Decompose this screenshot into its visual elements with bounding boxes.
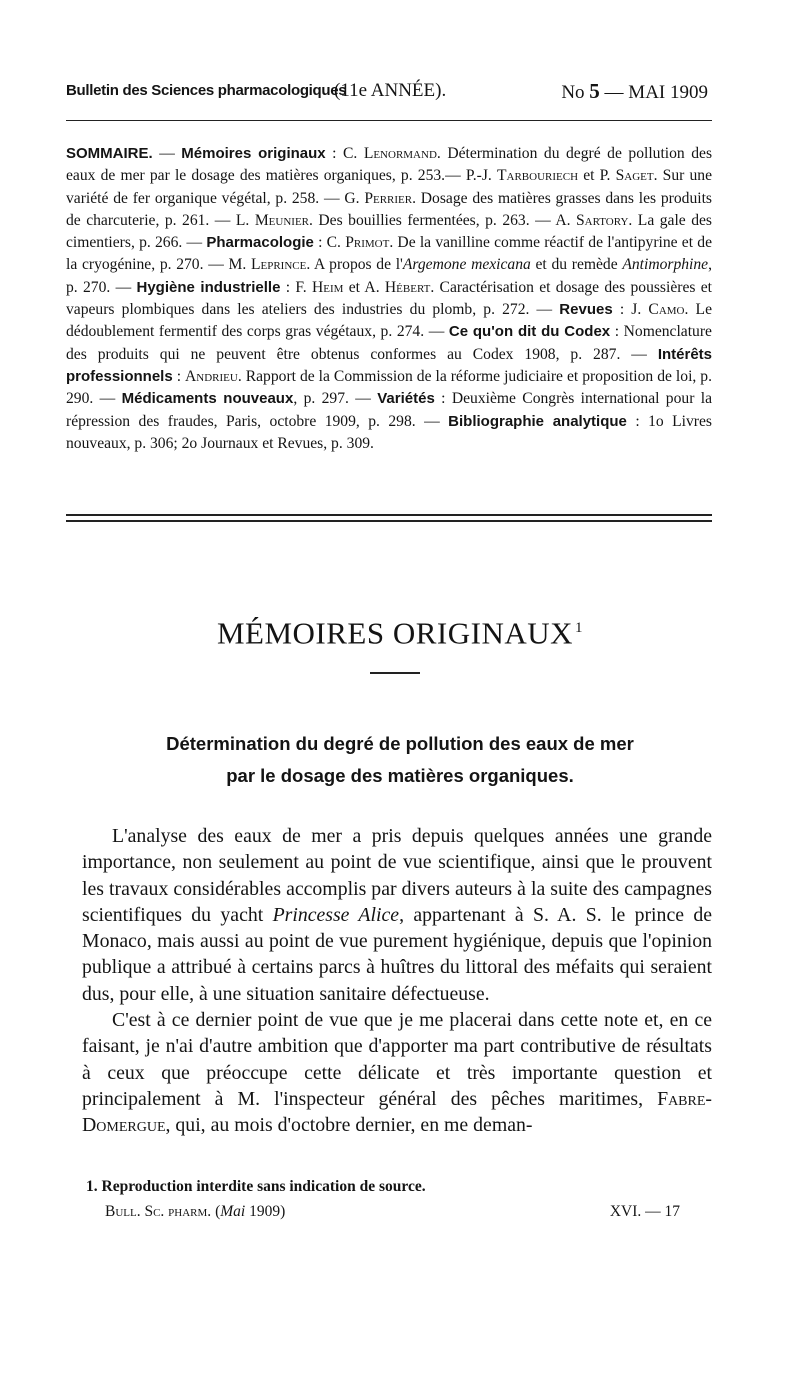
sommaire-author: Leprince	[250, 256, 307, 274]
sommaire-author: Hébert	[384, 278, 431, 296]
footnote: 1. Reproduction interdite sans indication de source.	[86, 1178, 426, 1195]
paragraph-2	[82, 1007, 712, 1138]
body-text: , qui, au mois d'octobre dernier, en me deman-	[165, 1114, 533, 1137]
page-reference: XVI. — 17	[609, 1203, 680, 1220]
header-rule	[66, 120, 712, 121]
person-name: Fabre-Domergue	[82, 1087, 712, 1137]
sommaire-text: . Caractérisation et dosage des poussières et vapeurs plombiques dans les ateliers des industries du plomb, p. 272. —	[66, 278, 712, 319]
sommaire-section: Médicaments nouveaux	[121, 390, 294, 408]
sommaire-text: : 1o Livres nouveaux, p. 306; 2o Journaux et Revues, p. 309.	[66, 412, 712, 452]
body-text: L'analyse des eaux de mer a pris depuis quelques années une grande importance, non seulement au point de vue scientifique, ainsi que le prouvent les travaux considérables accomplis par divers auteurs à la suite des campagnes scientifiques du yacht	[82, 825, 712, 926]
section-divider-bottom	[66, 520, 712, 522]
sommaire-text: : Deuxième Congrès international pour la répression des fraudes, Paris, octobre 1909, p. 298. —	[66, 390, 713, 430]
issue-info	[561, 76, 708, 108]
sommaire-text: : J.	[612, 301, 649, 319]
sommaire-text: . Rapport de la Commission de la réforme judiciaire et proposition de loi, p. 290. —	[66, 367, 712, 408]
section-divider-top	[66, 514, 712, 516]
sommaire-italic: Argemone mexicana	[402, 256, 531, 274]
journal-year: (11e ANNÉE).	[334, 80, 447, 101]
issue-number: 5	[589, 79, 600, 103]
sommaire-author: Perrier	[364, 189, 413, 207]
sommaire-text: et P.	[578, 167, 616, 185]
sommaire-italic: Antimorphine	[622, 256, 709, 274]
sommaire-text: , p. 297. —	[293, 390, 378, 408]
sommaire-text: : Nomenclature des produits qui ne peuvent être obtenus conformes au Codex 1908, p. 287. —	[66, 323, 712, 363]
section-title	[0, 608, 800, 653]
page-footer	[105, 1200, 680, 1224]
sommaire-text: . La gale des cimentiers, p. 266. —	[66, 211, 712, 252]
body-text: C'est à ce dernier point de vue que je me placerai dans cette note et, en ce faisant, je n'ai d'autre ambition que d'apporter ma part contributive de résultats à ceux que préoccupe cette délicate et très importante question et principalement à M. l'inspecteur général des pêches maritimes,	[82, 1009, 712, 1110]
sommaire-text: . Le dédoublement fermentif des corps gras végétaux, p. 274. —	[66, 301, 712, 341]
sommaire-section: Pharmacologie	[206, 234, 314, 252]
sommaire-section: Mémoires originaux	[181, 145, 326, 162]
sommaire-label: SOMMAIRE.	[66, 145, 153, 162]
sommaire-author: Sartory	[575, 211, 629, 229]
sommaire-author: Lenormand	[363, 145, 437, 162]
sommaire-section: Revues	[559, 301, 613, 319]
sommaire-text: . Sur une variété de fer organique végétal, p. 258. — G.	[66, 167, 713, 207]
sommaire-text: : F.	[280, 278, 312, 296]
journal-title: Bulletin des Sciences pharmacologiques	[66, 82, 347, 99]
sommaire-author: Primot	[345, 234, 390, 252]
sommaire-text: : C.	[325, 145, 364, 162]
sommaire-text: . Dosage des matières grasses dans les produits de charcuterie, p. 261. — L.	[66, 189, 712, 229]
sommaire-text: et A.	[343, 278, 385, 296]
footer-text: 1909)	[245, 1203, 286, 1220]
yacht-name: Princesse Alice	[272, 903, 400, 926]
sommaire-text: . Des bouillies fermentées, p. 263. — A.	[309, 211, 576, 229]
sommaire-section: Variétés	[377, 390, 435, 408]
sommaire-paragraph	[66, 143, 712, 455]
footnote-ref: 1	[575, 620, 584, 636]
body-text: , appartenant à S. A. S. le prince de Monaco, mais aussi au point de vue purement hygiénique, depuis que l'opinion publique a attribué à certains parcs à huîtres du littoral des méfaits qui seraient dus, pour elle, à une situation sanitaire défectueuse.	[82, 903, 712, 1005]
sommaire-text: . Détermination du degré de pollution des eaux de mer par le dosage des matières organiques, p. 253.— P.-J.	[66, 145, 713, 185]
sommaire-author: Heim	[312, 278, 344, 296]
footer-month: Mai	[220, 1203, 246, 1220]
sommaire-section: Hygiène industrielle	[136, 278, 281, 296]
sommaire-text: :	[172, 367, 186, 385]
sommaire-text: et du remède	[530, 256, 623, 274]
running-header	[66, 76, 712, 106]
sommaire-text: : C.	[313, 234, 346, 252]
sommaire-author: Tarbouriech	[497, 167, 579, 185]
title-rule	[370, 672, 420, 674]
sommaire-text: , p. 270. —	[66, 256, 712, 296]
footer-text: (	[211, 1203, 221, 1220]
sommaire-author: Saget	[615, 167, 654, 185]
sommaire-section: Bibliographie analytique	[448, 412, 627, 430]
article-title-line1: Détermination du degré de pollution des eaux de mer	[166, 733, 634, 754]
article-body	[82, 823, 712, 1139]
issue-prefix: No	[561, 82, 585, 103]
article-title	[60, 728, 740, 792]
sommaire-text: —	[152, 145, 182, 162]
sommaire-section: Intérêts professionnels	[66, 345, 712, 385]
sommaire-author: Meunier	[254, 211, 310, 229]
section-title-text: MÉMOIRES ORIGINAUX	[216, 615, 574, 651]
sommaire-text: . De la vanilline comme réactif de l'antipyrine et de la cryogénine, p. 270. — M.	[66, 234, 712, 274]
sommaire-section: Ce qu'on dit du Codex	[448, 323, 611, 341]
sommaire-author: Andrieu	[185, 367, 238, 385]
bulletin-abbrev: Bull. Sc. pharm.	[105, 1203, 212, 1220]
issue-date: — MAI 1909	[604, 82, 708, 103]
sommaire-author: Camo	[648, 301, 685, 319]
footer-citation	[105, 1200, 285, 1224]
paragraph-1	[82, 823, 712, 1007]
article-title-line2: par le dosage des matières organiques.	[226, 765, 574, 786]
sommaire-text: . A propos de l'	[306, 256, 403, 274]
